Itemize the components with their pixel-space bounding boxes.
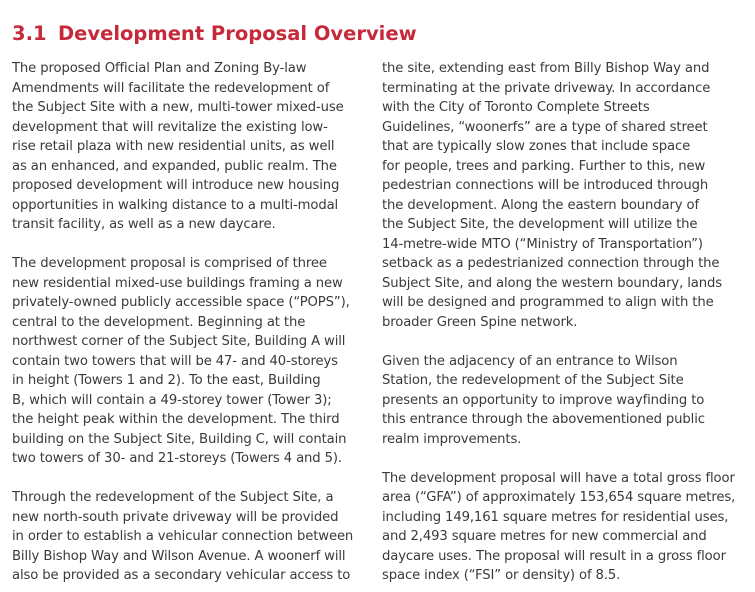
text-line: for people, trees and parking. Further to this, new [382,158,706,174]
text-line: Guidelines, “woonerfs” are a type of shared street [382,119,708,135]
text-line: also be provided as a secondary vehicular access to [12,568,351,583]
text-line: with the City of Toronto Complete Streets [382,100,650,115]
right-column [382,59,742,586]
text-line: new north-south private driveway will be provided [12,509,339,525]
text-line: contain two towers that will be 47- and 40-storeys [12,353,338,369]
text-line: realm improvements. [382,431,522,447]
text-line: including 149,161 square metres for residential uses, [382,509,729,525]
paragraph [382,352,742,450]
text-line: The proposed Official Plan and Zoning By-law [12,61,307,76]
text-line: privately-owned publicly accessible space (“POPS”), [12,295,350,310]
text-line: in height (Towers 1 and 2). To the east, Building [12,373,321,388]
text-line: Station, the redevelopment of the Subject Site [382,373,684,388]
text-line: as an enhanced, and expanded, public realm. The [12,158,337,174]
text-line: Billy Bishop Way and Wilson Avenue. A woonerf will [12,548,346,564]
text-line: will be designed and programmed to align with the [382,295,714,310]
section-title: Development Proposal Overview [58,22,417,45]
text-line: opportunities in walking distance to a multi-modal [12,197,339,213]
text-line: Through the redevelopment of the Subject Site, a [12,490,334,505]
text-line: two towers of 30- and 21-storeys (Towers 4 and 5). [12,451,342,466]
paragraph [12,59,372,235]
text-line: Given the adjacency of an entrance to Wilson [382,353,678,369]
text-line: northwest corner of the Subject Site, Building A will [12,334,346,349]
text-line: Amendments will facilitate the redevelopment of [12,80,330,96]
text-line: the development. Along the eastern boundary of [382,197,700,213]
text-line: daycare uses. The proposal will result in a gross floor [382,548,726,564]
text-line: B, which will contain a 49-storey tower (Tower 3); [12,392,332,408]
paragraph [12,254,372,469]
text-line: the Subject Site, the development will utilize the [382,217,698,232]
text-line: The development proposal will have a total gross floor [382,470,735,486]
text-line: new residential mixed-use buildings framing a new [12,275,343,291]
left-column [12,59,372,586]
text-line: the Subject Site with a new, multi-tower mixed-use [12,100,344,115]
text-line: space index (“FSI” or density) of 8.5. [382,568,621,583]
paragraph [382,469,742,586]
text-line: transit facility, as well as a new daycare. [12,217,276,232]
paragraph [382,59,742,332]
text-line: broader Green Spine network. [382,314,578,330]
text-line: pedestrian connections will be introduced through [382,178,709,193]
text-line: The development proposal is comprised of three [12,256,327,271]
text-line: the site, extending east from Billy Bishop Way and [382,61,710,76]
text-line: and 2,493 square metres for new commercial and [382,529,707,544]
text-line: setback as a pedestrianized connection through the [382,256,720,271]
section-heading [12,21,417,47]
text-line: presents an opportunity to improve wayfinding to [382,392,705,408]
text-line: central to the development. Beginning at the [12,314,306,330]
text-line: terminating at the private driveway. In accordance [382,80,711,96]
section-number: 3.1 [12,22,47,45]
text-line: 14-metre-wide MTO (“Ministry of Transportation”) [382,236,703,252]
text-line: area (“GFA”) of approximately 153,654 square metres, [382,490,736,505]
text-line: the height peak within the development. The third [12,412,340,427]
text-line: that are typically slow zones that include space [382,139,691,154]
text-line: proposed development will introduce new housing [12,178,340,193]
text-line: in order to establish a vehicular connection between [12,529,354,544]
text-line: development that will revitalize the existing low- [12,119,328,135]
text-line: building on the Subject Site, Building C, will contain [12,431,347,447]
paragraph [12,488,372,586]
text-line: this entrance through the abovementioned public [382,412,705,427]
text-line: rise retail plaza with new residential units, as well [12,139,335,154]
text-line: Subject Site, and along the western boundary, lands [382,275,723,291]
